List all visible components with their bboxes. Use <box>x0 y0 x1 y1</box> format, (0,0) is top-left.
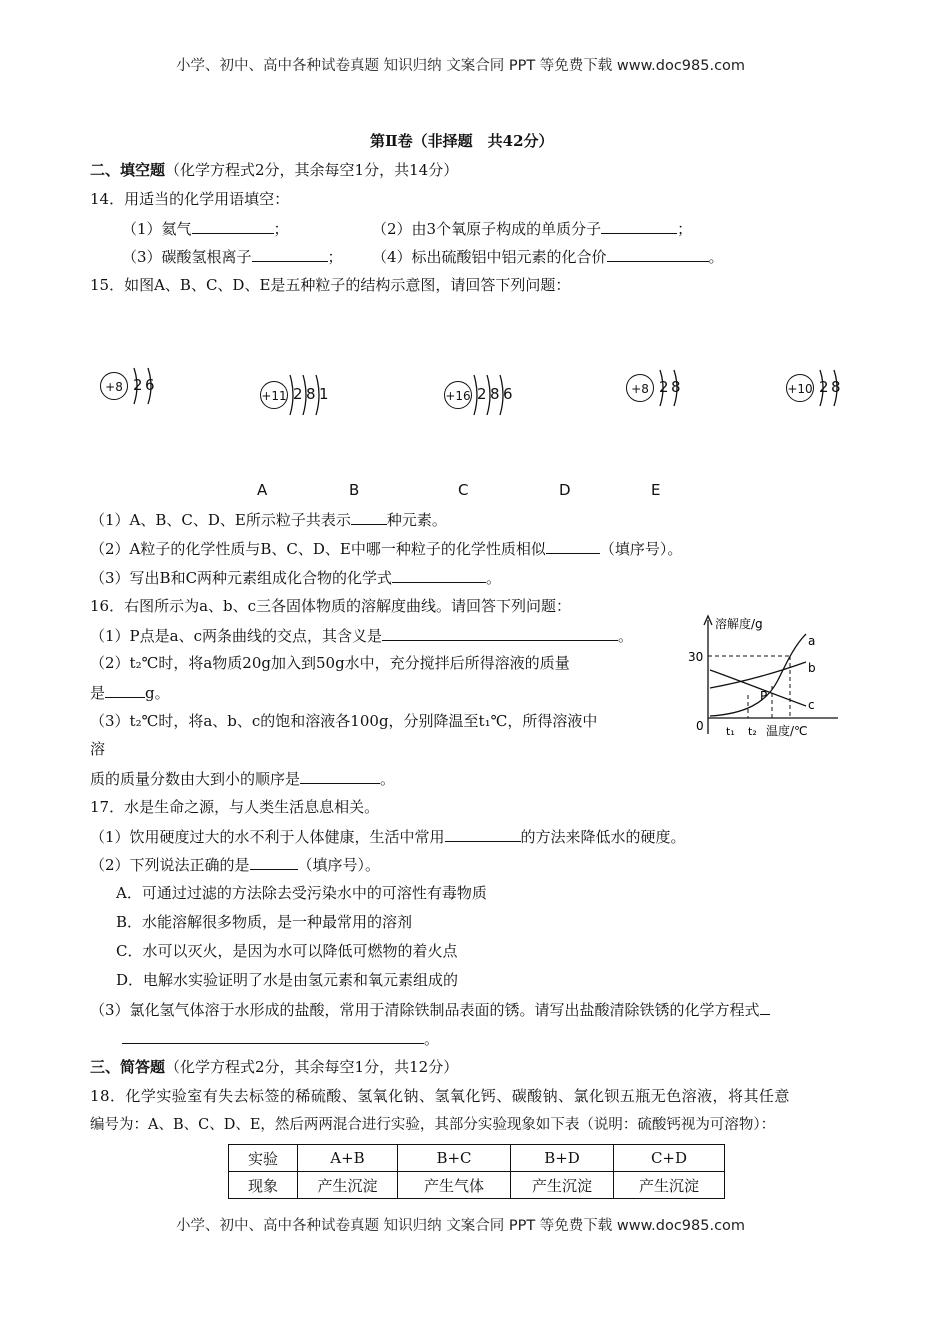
q14-part2-text: （2）由3个氧原子构成的单质分子 <box>372 220 602 238</box>
table-cell: C+D <box>614 1145 725 1172</box>
shell-e-2: 8 <box>831 378 841 396</box>
q14-part4 <box>372 246 724 267</box>
q15-sub1-text: （1）A、B、C、D、E所示粒子共表示 <box>90 511 351 529</box>
table-cell: B+D <box>511 1145 614 1172</box>
table-cell: 产生沉淀 <box>614 1172 725 1199</box>
q17-sub3-cont <box>122 1028 439 1049</box>
q15-sub3-tail: 。 <box>486 569 502 587</box>
shell-d-2: 8 <box>671 378 681 396</box>
x-tick-t2: t₂ <box>748 725 757 738</box>
x-tick-t1: t₁ <box>726 725 735 738</box>
q16-sub3-text: 质的质量分数由大到小的顺序是 <box>90 770 301 788</box>
atom-label-c: C <box>458 481 469 499</box>
table-cell: 产生沉淀 <box>298 1172 398 1199</box>
q15-stem: 15．如图A、B、C、D、E是五种粒子的结构示意图，请回答下列问题： <box>90 276 571 294</box>
series-label-b: b <box>808 661 816 675</box>
table-cell: A+B <box>298 1145 398 1172</box>
q18-line1: 18．化学实验室有失去标签的稀硫酸、氢氧化钠、氢氧化钙、碳酸钠、氯化钡五瓶无色溶液，将其任意 <box>90 1087 790 1105</box>
section-2-label: 二、填空题 <box>90 161 166 179</box>
q16-blank-3[interactable] <box>300 768 380 784</box>
q16-blank-2[interactable] <box>105 682 145 698</box>
y-axis-label: 溶解度/g <box>715 617 763 631</box>
q15-blank-3[interactable] <box>392 567 486 583</box>
table-cell: 产生沉淀 <box>511 1172 614 1199</box>
shell-b-3: 1 <box>319 385 329 403</box>
q17-option-a: A．可通过过滤的方法除去受污染水中的可溶性有毒物质 <box>116 884 487 902</box>
experiment-table <box>228 1144 725 1199</box>
page-header: 小学、初中、高中各种试卷真题 知识归纳 文案合同 PPT 等免费下载 www.doc985.com <box>176 58 746 74</box>
q15-blank-2[interactable] <box>546 538 600 554</box>
q14-part1 <box>122 218 289 239</box>
q15-sub1-tail: 种元素。 <box>386 511 447 529</box>
origin-label: 0 <box>696 719 704 733</box>
nucleus-a: +8 <box>100 372 128 400</box>
q14-semi: ； <box>273 220 289 238</box>
shell-b-1: 2 <box>293 385 303 403</box>
q16-sub2: （2）t₂℃时，将a物质20g加入到50g水中，充分搅拌后所得溶液的质量 <box>90 654 570 672</box>
point-p-label: P <box>760 689 768 703</box>
shell-c-2: 8 <box>490 385 500 403</box>
q17-blank-1[interactable] <box>445 826 521 842</box>
q16-sub3-wrap: 溶 <box>90 740 106 758</box>
q15-sub3-text: （3）写出B和C两种元素组成化合物的化学式 <box>90 569 393 587</box>
q14-blank-3[interactable] <box>252 246 328 262</box>
q15-sub2-tail: （填序号）。 <box>599 540 683 558</box>
solubility-chart <box>688 608 848 744</box>
nucleus-e: +10 <box>786 374 814 402</box>
q14-blank-2[interactable] <box>601 218 677 234</box>
q14-part4-text: （4）标出硫酸铝中铝元素的化合价 <box>372 248 607 266</box>
q14-part1-text: （1）氦气 <box>122 220 192 238</box>
part-title: 第Ⅱ卷（非择题 共42分） <box>370 132 554 150</box>
q15-sub1 <box>90 509 447 530</box>
section-3-label: 三、简答题 <box>90 1058 166 1076</box>
x-axis-label: 温度/℃ <box>766 724 808 738</box>
q17-sub1 <box>90 826 686 847</box>
q16-stem: 16．右图所示为a、b、c三各固体物质的溶解度曲线。请回答下列问题： <box>90 597 572 615</box>
atom-label-a: A <box>257 481 268 499</box>
atom-label-d: D <box>559 481 571 499</box>
q16-sub3-cont <box>90 768 395 789</box>
q17-blank-3a[interactable] <box>760 999 770 1015</box>
q17-option-b: B．水能溶解很多物质，是一种最常用的溶剂 <box>116 913 413 931</box>
table-cell: 现象 <box>229 1172 298 1199</box>
q17-sub3 <box>90 999 770 1020</box>
q17-sub3-tail: 。 <box>424 1030 440 1048</box>
q16-sub2-tail: g。 <box>145 684 170 702</box>
q17-blank-3b[interactable] <box>122 1028 424 1044</box>
q17-sub2-text: （2）下列说法正确的是 <box>90 856 250 874</box>
shell-d-1: 2 <box>659 378 669 396</box>
q17-option-d: D．电解水实验证明了水是由氢元素和氧元素组成的 <box>116 971 459 989</box>
table-row <box>229 1145 725 1172</box>
shell-a-2: 6 <box>145 376 155 394</box>
q14-stem: 14．用适当的化学用语填空： <box>90 190 290 208</box>
q16-sub2-b: 是 <box>90 684 106 702</box>
q17-sub3-text: （3）氯化氢气体溶于水形成的盐酸，常用于清除铁制品表面的锈。请写出盐酸清除铁锈的化学方程式 <box>90 1001 760 1019</box>
nucleus-c: +16 <box>444 381 472 409</box>
shell-a-1: 2 <box>133 376 143 394</box>
atom-label-b: B <box>349 481 360 499</box>
section-3-note: （化学方程式2分，其余每空1分，共12分） <box>165 1058 459 1076</box>
section-2-heading <box>90 160 458 180</box>
page-footer: 小学、初中、高中各种试卷真题 知识归纳 文案合同 PPT 等免费下载 www.doc985.com <box>176 1218 746 1234</box>
shell-c-3: 6 <box>503 385 513 403</box>
table-cell: 产生气体 <box>398 1172 511 1199</box>
q15-sub3 <box>90 567 501 588</box>
section-2-note: （化学方程式2分，其余每空1分，共14分） <box>165 161 459 179</box>
q14-part3-text: （3）碳酸氢根离子 <box>122 248 252 266</box>
q14-period: 。 <box>708 248 724 266</box>
q14-part3 <box>122 246 343 267</box>
q14-part2 <box>372 218 692 239</box>
q16-blank-1[interactable] <box>382 625 618 641</box>
q14-semi: ； <box>677 220 693 238</box>
q16-sub1-text: （1）P点是a、c两条曲线的交点，其含义是 <box>90 627 382 645</box>
table-row <box>229 1172 725 1199</box>
q17-sub2-tail: （填序号）。 <box>297 856 381 874</box>
q18-line2: 编号为：A、B、C、D、E，然后两两混合进行实验，其部分实验现象如下表（说明：硫酸钙视为可溶物）： <box>90 1117 776 1133</box>
shell-b-2: 8 <box>306 385 316 403</box>
q17-sub1-text: （1）饮用硬度过大的水不利于人体健康，生活中常用 <box>90 828 445 846</box>
q16-sub2-cont <box>90 682 170 703</box>
shell-e-1: 2 <box>819 378 829 396</box>
section-3-heading <box>90 1057 458 1077</box>
q17-sub1-tail: 的方法来降低水的硬度。 <box>520 828 686 846</box>
curve-c <box>710 670 806 706</box>
atom-label-e: E <box>651 481 661 499</box>
q17-sub2 <box>90 854 380 875</box>
q15-sub2-text: （2）A粒子的化学性质与B、C、D、E中哪一种粒子的化学性质相似 <box>90 540 546 558</box>
q15-sub2 <box>90 538 682 559</box>
table-cell: 实验 <box>229 1145 298 1172</box>
q14-blank-4[interactable] <box>607 246 709 262</box>
q16-sub3-tail: 。 <box>380 770 396 788</box>
table-cell: B+C <box>398 1145 511 1172</box>
q17-blank-2[interactable] <box>250 854 298 870</box>
q16-sub1 <box>90 625 633 646</box>
q17-option-c: C．水可以灭火，是因为水可以降低可燃物的着火点 <box>116 942 458 960</box>
q15-blank-1[interactable] <box>351 509 387 525</box>
shell-c-1: 2 <box>477 385 487 403</box>
nucleus-d: +8 <box>626 374 654 402</box>
q17-stem: 17．水是生命之源，与人类生活息息相关。 <box>90 798 380 816</box>
q16-sub3: （3）t₂℃时，将a、b、c的饱和溶液各100g，分别降温至t₁℃，所得溶液中 <box>90 712 598 730</box>
series-label-a: a <box>808 634 816 648</box>
nucleus-b: +11 <box>260 381 288 409</box>
series-label-c: c <box>808 698 815 712</box>
y-tick-30: 30 <box>688 650 704 664</box>
q16-sub1-tail: 。 <box>617 627 633 645</box>
q14-semi: ； <box>327 248 343 266</box>
q14-blank-1[interactable] <box>192 218 274 234</box>
